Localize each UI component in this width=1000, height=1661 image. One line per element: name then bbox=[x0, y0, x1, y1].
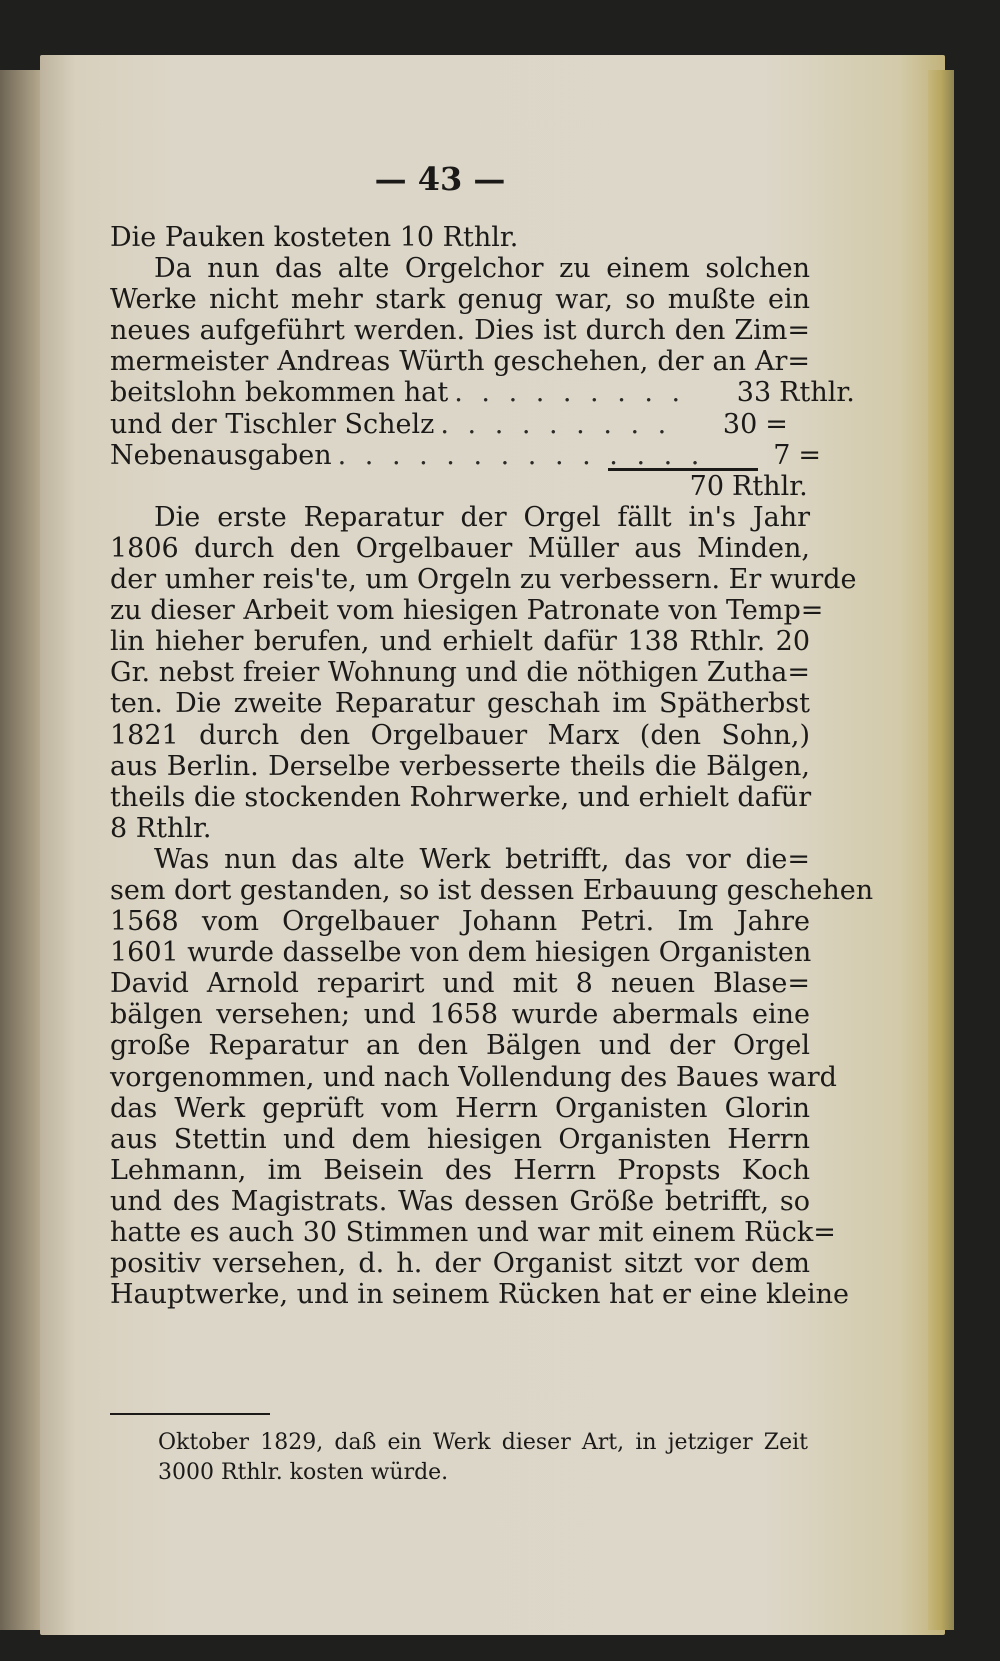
page-number: — 43 — bbox=[374, 160, 506, 198]
text-line: sem dort gestanden, so ist dessen Erbauung geschehen bbox=[110, 874, 874, 906]
text-line: Lehmann, im Beisein des Herrn Propsts Koch bbox=[110, 1154, 810, 1186]
cost-item bbox=[110, 377, 855, 409]
text-line: neues aufgeführt werden. Dies ist durch den Zim= bbox=[110, 315, 810, 347]
cost-item-unit: Rthlr. bbox=[779, 377, 855, 409]
text-line: Werke nicht mehr stark genug war, so mußte ein bbox=[110, 284, 810, 316]
cost-item-amount: 33 bbox=[736, 377, 772, 409]
cost-total-amount: 70 bbox=[689, 470, 724, 502]
text-line: David Arnold reparirt und mit 8 neuen Blase= bbox=[110, 968, 810, 1000]
text-line: hatte es auch 30 Stimmen und war mit einem Rück= bbox=[110, 1217, 836, 1248]
footnote-line: Oktober 1829, daß ein Werk dieser Art, in jetziger Zeit bbox=[158, 1430, 808, 1455]
text-line: theils die stockenden Rohrwerke, und erhielt dafür bbox=[110, 781, 812, 813]
text-line: 1806 durch den Orgelbauer Müller aus Minden, bbox=[110, 532, 810, 564]
cost-total-unit: Rthlr. bbox=[732, 470, 808, 502]
text-line: das Werk geprüft vom Herrn Organisten Glorin bbox=[110, 1092, 810, 1124]
cost-item bbox=[110, 409, 810, 440]
leader-dots: . . . . . . . . . bbox=[440, 408, 672, 440]
text-line: Gr. nebst freier Wohnung und die nöthigen Zutha= bbox=[110, 657, 810, 689]
text-line: und des Magistrats. Was dessen Größe betrifft, so bbox=[110, 1185, 810, 1217]
footnote-line: 3000 Rthlr. kosten würde. bbox=[158, 1460, 449, 1485]
cost-item bbox=[110, 439, 821, 471]
text-line: 1821 durch den Orgelbauer Marx (den Sohn,) bbox=[110, 719, 810, 751]
text-line: große Reparatur an den Bälgen und der Orgel bbox=[110, 1030, 810, 1062]
leader-dots: . . . . . . . . . bbox=[454, 377, 686, 409]
cost-item-unit: = bbox=[765, 408, 788, 440]
cost-total bbox=[110, 471, 810, 502]
text-line: 1601 wurde dasselbe von dem hiesigen Organisten bbox=[110, 937, 812, 969]
text-line: bälgen versehen; und 1658 wurde abermals eine bbox=[110, 999, 810, 1031]
text-line: der umher reis'te, um Orgeln zu verbessern. Er wurde bbox=[110, 564, 857, 596]
page-fore-edge bbox=[928, 70, 954, 1630]
text-line: Hauptwerke, und in seinem Rücken hat er eine kleine bbox=[110, 1279, 850, 1311]
text-line: ten. Die zweite Reparatur geschah im Spätherbst bbox=[110, 688, 810, 720]
text-line: Da nun das alte Orgelchor zu einem solchen bbox=[154, 253, 810, 285]
text-line: zu dieser Arbeit vom hiesigen Patronate von Temp= bbox=[110, 595, 824, 627]
body-text bbox=[110, 222, 874, 1311]
facing-page-edge bbox=[0, 70, 42, 1630]
text-line: 8 Rthlr. bbox=[110, 812, 212, 844]
cost-item-label: Nebenausgaben bbox=[110, 439, 332, 471]
text-line: Die erste Reparatur der Orgel fällt in's Jahr bbox=[154, 501, 810, 533]
footnote bbox=[158, 1428, 808, 1488]
footnote-rule bbox=[110, 1413, 270, 1415]
text-line: aus Berlin. Derselbe verbesserte theils die Bälgen, bbox=[110, 750, 810, 782]
text-line: lin hieher berufen, und erhielt dafür 138 Rthlr. 20 bbox=[110, 626, 810, 658]
cost-item-label: beitslohn bekommen hat bbox=[110, 377, 449, 409]
cost-item-label: und der Tischler Schelz bbox=[110, 408, 435, 440]
text-line: Die Pauken kosteten 10 Rthlr. bbox=[110, 222, 519, 253]
text-line: vorgenommen, und nach Vollendung des Baues ward bbox=[110, 1061, 837, 1093]
text-line: positiv versehen, d. h. der Organist sitzt vor dem bbox=[110, 1248, 810, 1280]
leader-dots: . . . . . . . . . . . . . . bbox=[337, 439, 705, 471]
cost-item-amount: 30 bbox=[722, 408, 758, 440]
cost-item-unit: = bbox=[798, 439, 821, 471]
text-line: Was nun das alte Werk betrifft, das vor die= bbox=[154, 843, 810, 875]
cost-item-amount: 7 bbox=[773, 439, 791, 471]
text-line: 1568 vom Orgelbauer Johann Petri. Im Jahre bbox=[110, 906, 810, 938]
text-line: mermeister Andreas Würth geschehen, der an Ar= bbox=[110, 346, 810, 378]
text-line: aus Stettin und dem hiesigen Organisten Herrn bbox=[110, 1123, 810, 1155]
